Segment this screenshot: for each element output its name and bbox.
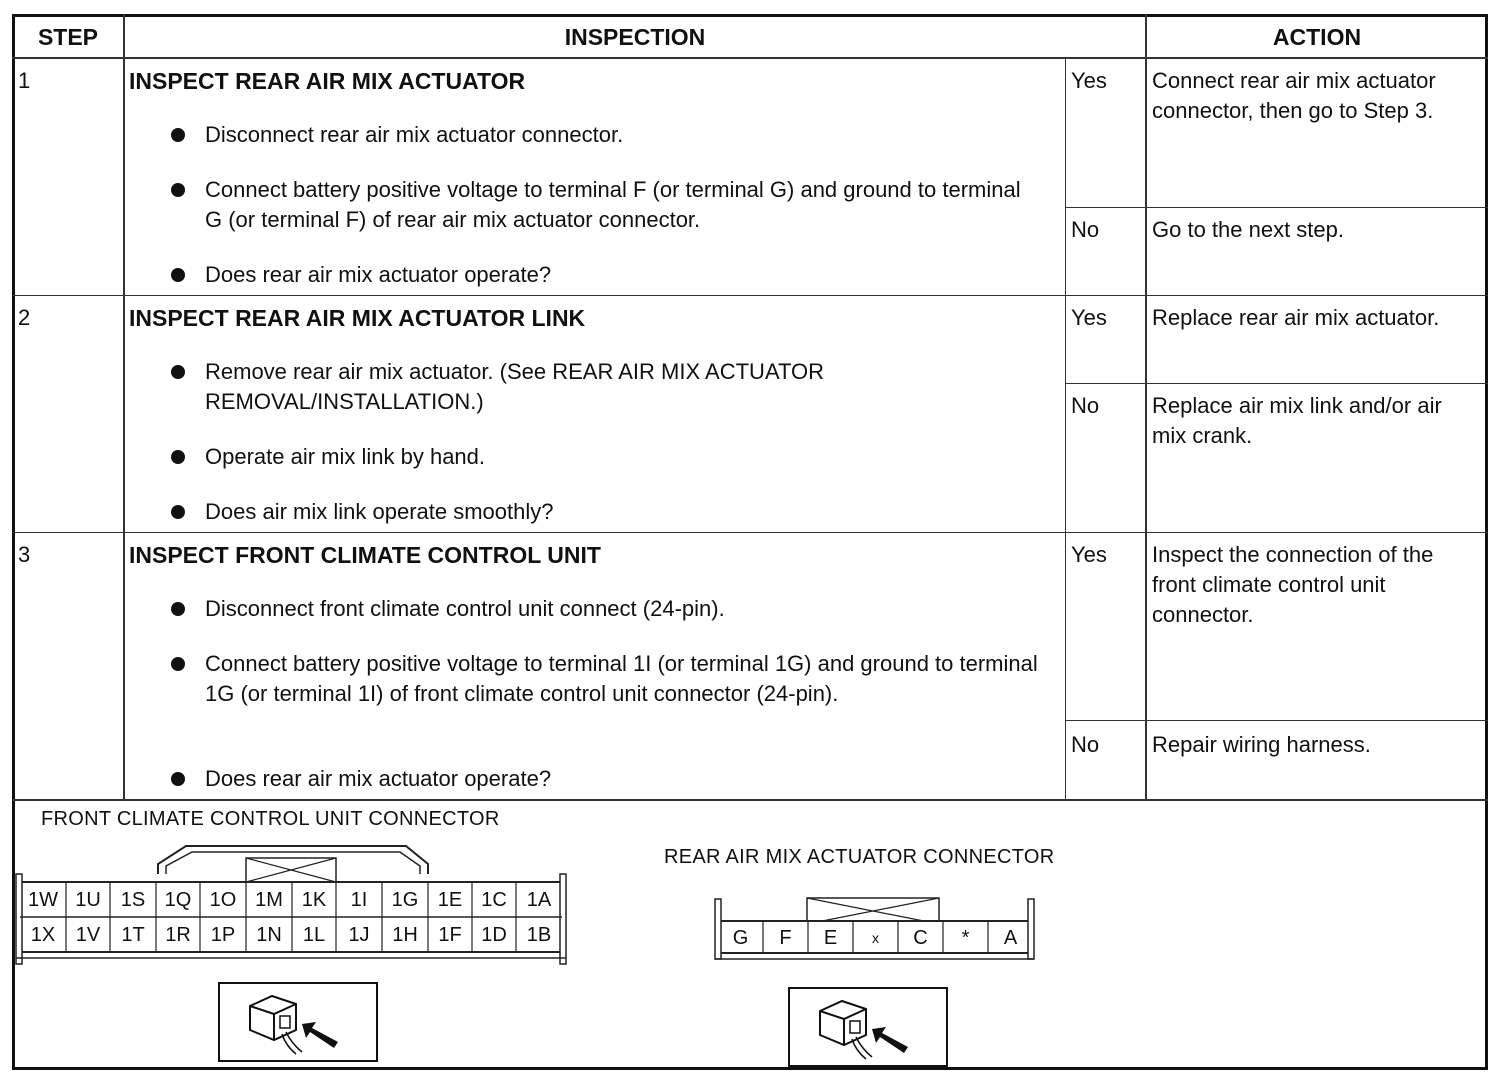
bullet-icon xyxy=(171,365,185,379)
step-number: 3 xyxy=(18,542,31,567)
connector-pin: 1B xyxy=(526,924,552,946)
connector-pin: E xyxy=(823,927,838,949)
connector-pin: 1C xyxy=(481,889,507,911)
step-title: INSPECT REAR AIR MIX ACTUATOR LINK xyxy=(129,305,586,331)
bullet-item: Disconnect front climate control unit connect (24-pin). xyxy=(205,594,1035,624)
header-inspection: INSPECTION xyxy=(564,24,706,50)
connector-harness-icon-graphic xyxy=(790,989,946,1065)
step-number: 2 xyxy=(18,305,31,330)
connector-pin: 1T xyxy=(121,924,145,946)
no-action: Repair wiring harness. xyxy=(1152,732,1371,757)
grid-line xyxy=(1065,383,1488,384)
connector-pin: * xyxy=(961,927,970,949)
grid-line xyxy=(1065,58,1066,800)
grid-line xyxy=(12,799,1488,801)
grid-line xyxy=(1065,207,1488,208)
grid-line xyxy=(1065,720,1488,721)
bullet-icon xyxy=(171,183,185,197)
front-connector-title: FRONT CLIMATE CONTROL UNIT CONNECTOR xyxy=(41,808,500,830)
connector-pin: 1M xyxy=(255,889,283,911)
connector-pin: 1G xyxy=(391,889,419,911)
bullet-item: Does rear air mix actuator operate? xyxy=(205,764,1035,794)
no-action: Replace air mix link and/or air mix crank. xyxy=(1152,393,1442,448)
connector-pin: A xyxy=(1003,927,1018,949)
connector-pin: 1R xyxy=(165,924,191,946)
connector-pin: G xyxy=(732,927,749,949)
yes-action: Replace rear air mix actuator. xyxy=(1152,305,1440,330)
connector-harness-icon xyxy=(788,987,948,1067)
no-action: Go to the next step. xyxy=(1152,217,1345,242)
bullet-item: Disconnect rear air mix actuator connector. xyxy=(205,120,1035,150)
yes-action: Connect rear air mix actuator connector, then go to Step 3. xyxy=(1152,68,1436,123)
step-title: INSPECT REAR AIR MIX ACTUATOR xyxy=(129,68,526,94)
connector-pin: 1O xyxy=(209,889,237,911)
bullet-item: Connect battery positive voltage to terminal 1I (or terminal 1G) and ground to terminal 1G (or terminal 1I) of front climate control unit connector (24-pin). xyxy=(205,649,1050,709)
rear-connector-title: REAR AIR MIX ACTUATOR CONNECTOR xyxy=(664,846,1055,868)
connector-pin: 1P xyxy=(210,924,236,946)
bullet-icon xyxy=(171,772,185,786)
connector-pin: 1E xyxy=(437,889,463,911)
no-label: No xyxy=(1071,393,1100,418)
step-title: INSPECT FRONT CLIMATE CONTROL UNIT xyxy=(129,542,601,568)
connector-pin: 1L xyxy=(302,924,326,946)
connector-harness-icon xyxy=(218,982,378,1062)
connector-pin: 1H xyxy=(392,924,418,946)
connector-pin: 1F xyxy=(438,924,462,946)
bullet-icon xyxy=(171,450,185,464)
connector-pin: 1U xyxy=(75,889,101,911)
yes-label: Yes xyxy=(1071,542,1107,567)
bullet-item: Operate air mix link by hand. xyxy=(205,442,1035,472)
grid-line xyxy=(12,295,1488,296)
yes-label: Yes xyxy=(1071,305,1107,330)
bullet-icon xyxy=(171,602,185,616)
connector-pin: C xyxy=(913,927,928,949)
connector-pin: F xyxy=(779,927,792,949)
connector-pin: 1Q xyxy=(164,889,192,911)
no-label: No xyxy=(1071,217,1100,242)
bullet-icon xyxy=(171,657,185,671)
header-action: ACTION xyxy=(1272,24,1362,50)
grid-line xyxy=(123,14,125,800)
connector-pin: 1J xyxy=(348,924,370,946)
connector-pin: 1D xyxy=(481,924,507,946)
yes-label: Yes xyxy=(1071,68,1107,93)
yes-action: Inspect the connection of the front climate control unit connector. xyxy=(1152,542,1434,627)
no-label: No xyxy=(1071,732,1100,757)
connector-pin: 1A xyxy=(526,889,552,911)
connector-pin: 1K xyxy=(301,889,327,911)
bullet-item: Remove rear air mix actuator. (See REAR AIR MIX ACTUATOR REMOVAL/INSTALLATION.) xyxy=(205,357,965,417)
connector-harness-icon-graphic xyxy=(220,984,376,1060)
bullet-icon xyxy=(171,128,185,142)
step-number: 1 xyxy=(18,68,31,93)
bullet-item: Connect battery positive voltage to terminal F (or terminal G) and ground to terminal G (or terminal F) of rear air mix actuator connector. xyxy=(205,175,1035,235)
bullet-item: Does rear air mix actuator operate? xyxy=(205,260,1035,290)
connector-pin: 1X xyxy=(30,924,56,946)
grid-line xyxy=(1145,14,1147,800)
connector-pin: 1N xyxy=(256,924,282,946)
bullet-icon xyxy=(171,268,185,282)
connector-pin: 1V xyxy=(75,924,101,946)
connector-pin: 1I xyxy=(350,889,368,911)
grid-line xyxy=(12,532,1488,533)
header-step: STEP xyxy=(37,24,99,50)
connector-pin: 1S xyxy=(120,889,146,911)
bullet-item: Does air mix link operate smoothly? xyxy=(205,497,1035,527)
connector-pin: 1W xyxy=(28,889,58,911)
bullet-icon xyxy=(171,505,185,519)
connector-pin: x xyxy=(872,930,879,946)
